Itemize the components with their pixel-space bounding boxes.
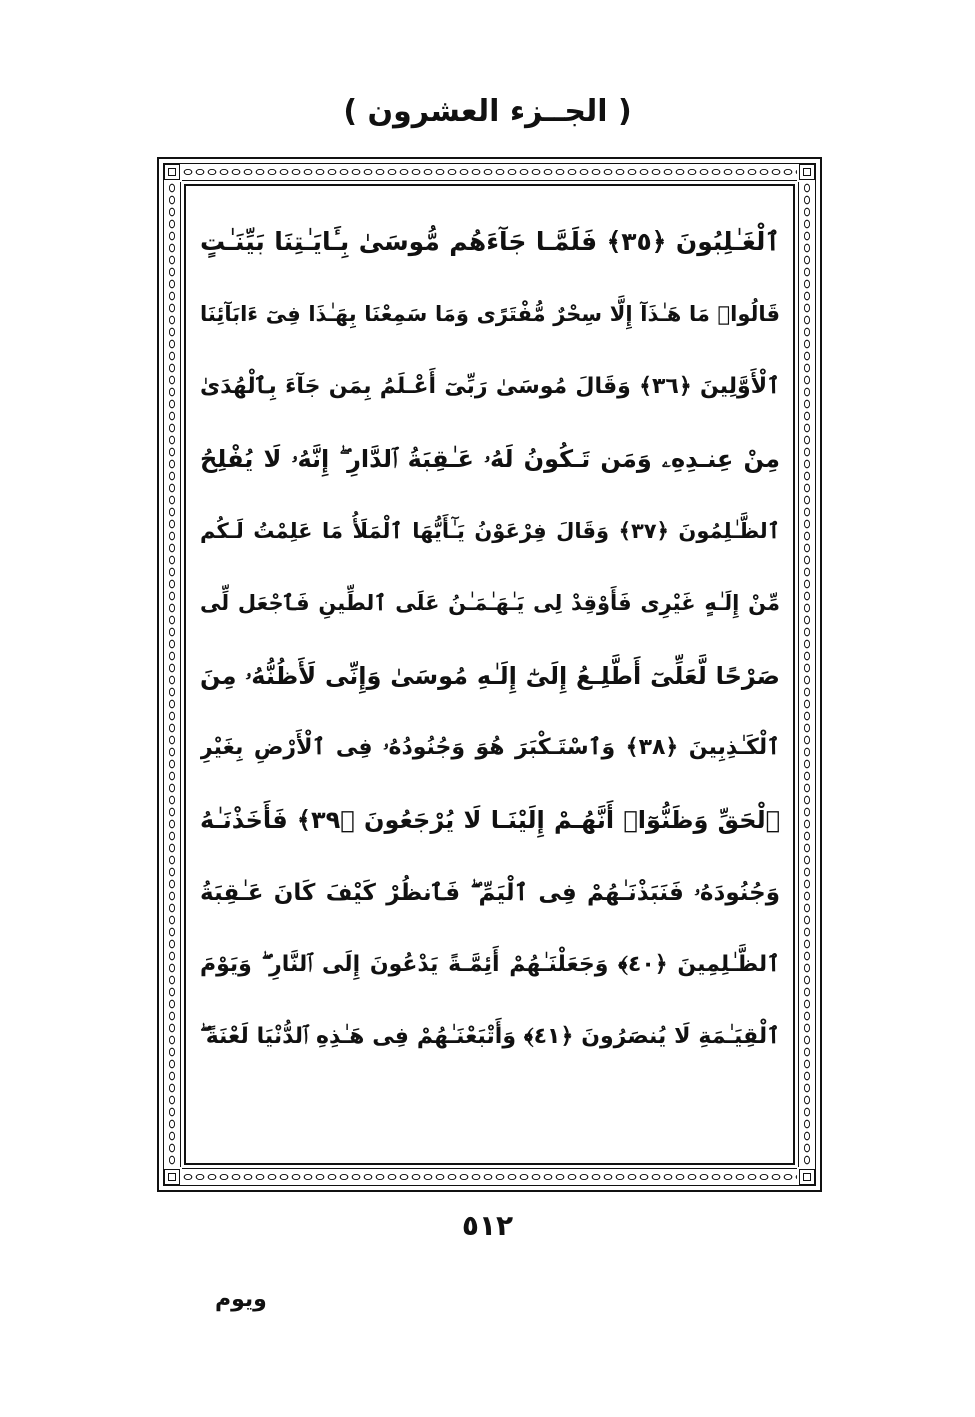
text-line-8: ٱلْكَـٰذِبِينَ ﴿٣٨﴾ وَٱسْتَـكْبَرَ هُوَ وَجُنُودُهُۥ فِى ٱلْأَرْضِ بِغَيْرِ	[200, 735, 780, 761]
ornament-corner-top-left	[164, 164, 180, 180]
catchword: ويوم	[215, 1287, 267, 1312]
ornament-corner-bottom-left	[164, 1169, 180, 1185]
ornament-band-right	[798, 182, 815, 1167]
text-line-3: ٱلْأَوَّلِينَ ﴿٣٦﴾ وَقَالَ مُوسَىٰ رَبِّىٓ أَعْـلَمُ بِمَن جَآءَ بِٱلْهُدَىٰ	[200, 373, 780, 399]
text-line-2: قَالُوا۟ مَا هَـٰذَآ إِلَّا سِحْرٌ مُّفْتَرًى وَمَا سَمِعْنَا بِهَـٰذَا فِىٓ ءَابَآئِنَا	[200, 302, 780, 327]
quran-text-block	[200, 206, 780, 1146]
ornament-band-left	[164, 182, 181, 1167]
text-line-4: مِنْ عِنـدِهِۦ وَمَن تَـكُونُ لَهُۥ عَـٰقِبَةُ ٱلدَّارِ ۖ إِنَّهُۥ لَا يُفْلِحُ	[200, 444, 780, 473]
ornament-band-bottom	[182, 1168, 797, 1185]
text-line-6: مِّنْ إِلَـٰهٍ غَيْرِى فَأَوْقِدْ لِى يَـٰهَـٰمَـٰنُ عَلَى ٱلطِّينِ فَٱجْعَل لِّى	[200, 591, 780, 616]
ornament-corner-bottom-right	[799, 1169, 815, 1185]
ornament-band-top	[182, 164, 797, 181]
text-line-5: ٱلظَّـٰلِمُونَ ﴿٣٧﴾ وَقَالَ فِرْعَوْنُ يَـٰٓأَيُّهَا ٱلْمَلَأُ مَا عَلِمْتُ لَـكُم	[200, 519, 780, 544]
page-number: ٥١٢	[461, 1209, 514, 1242]
ornament-corner-top-right	[799, 164, 815, 180]
text-line-9: ٱلْحَقِّ وَظَنُّوٓا۟ أَنَّهُـمْ إِلَيْنَـا لَا يُرْجَعُونَ ﴿٣٩﴾ فَأَخَذْنَـٰهُ	[200, 806, 780, 835]
text-line-11: ٱلظَّـٰلِمِينَ ﴿٤٠﴾ وَجَعَلْنَـٰهُمْ أَئِمَّـةً يَدْعُونَ إِلَى ٱلنَّارِ ۖ وَيَوْمَ	[200, 951, 780, 977]
text-line-7: صَرْحًا لَّعَلِّىٓ أَطَّلِـعُ إِلَىٰٓ إِلَـٰهِ مُوسَىٰ وَإِنِّى لَأَظُنُّهُۥ مِنَ	[200, 661, 780, 690]
juz-header: ( الجــزء العشرون )	[343, 94, 632, 129]
text-line-1: ٱلْغَـٰلِبُونَ ﴿٣٥﴾ فَلَمَّـا جَآءَهُم مُّوسَىٰ بِـَٔايَـٰتِنَا بَيِّنَـٰتٍ	[200, 227, 780, 256]
text-line-10: وَجُنُودَهُۥ فَنَبَذْنَـٰهُمْ فِى ٱلْيَمِّ ۖ فَٱنظُرْ كَيْفَ كَانَ عَـٰقِبَةُ	[200, 879, 780, 906]
text-line-12: ٱلْقِيَـٰمَةِ لَا يُنصَرُونَ ﴿٤١﴾ وَأَتْبَعْنَـٰهُمْ فِى هَـٰذِهِ ٱلدُّنْيَا لَعْنَةً ۖ	[200, 1024, 780, 1050]
